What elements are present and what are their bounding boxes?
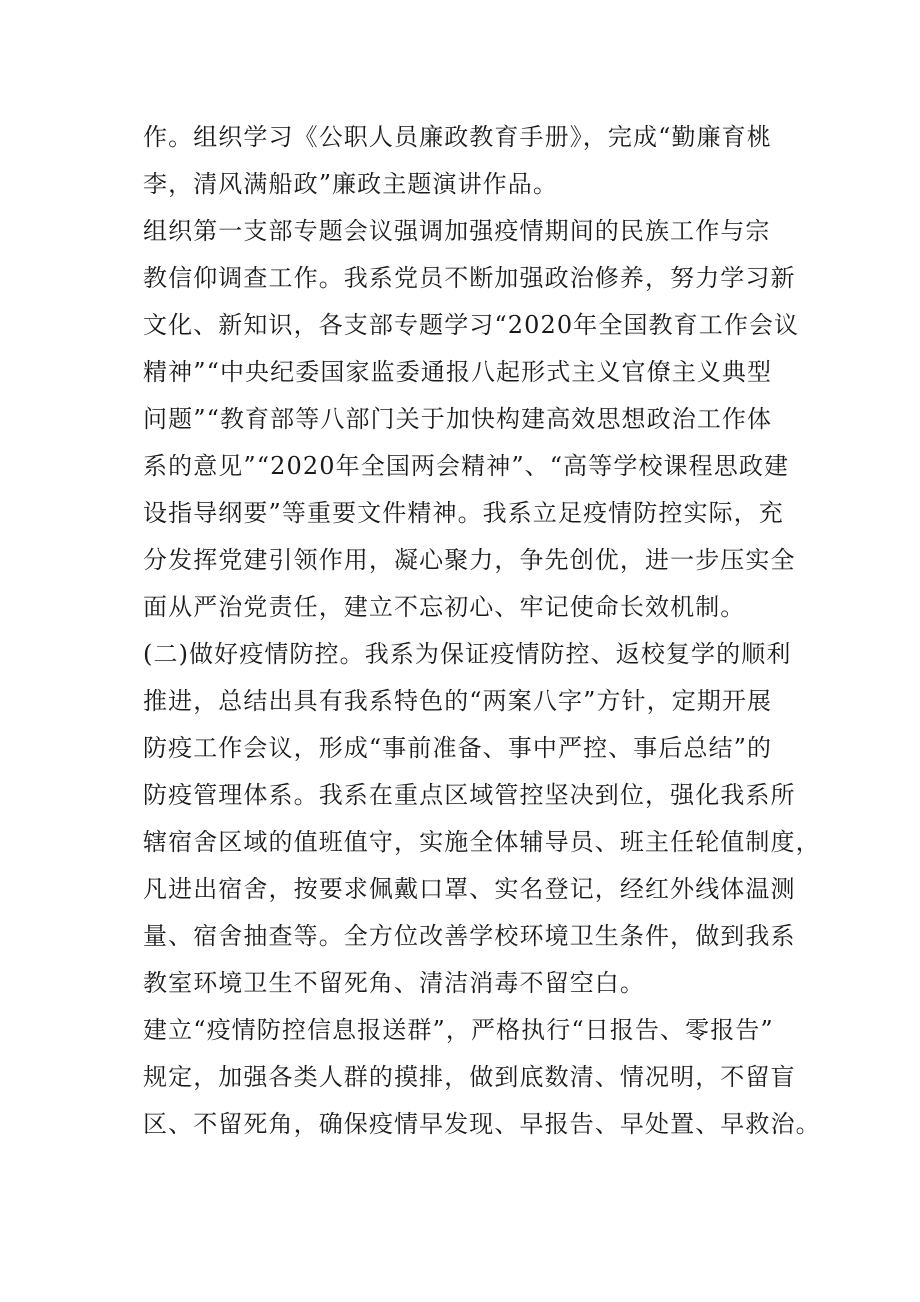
text-line: 问题”“教育部等八部门关于加快构建高效思想政治工作体 bbox=[143, 405, 773, 433]
text-line: 面从严治党责任，建立不忘初心、牢记使命长效机制。 bbox=[143, 593, 746, 621]
text-line: 防疫管理体系。我系在重点区域管控坚决到位，强化我系所 bbox=[143, 781, 796, 809]
text-line: 推进，总结出具有我系特色的“两案八字”方针，定期开展 bbox=[143, 687, 773, 715]
text-line: 系的意见”“2020年全国两会精神”、“高等学校课程思政建 bbox=[143, 452, 790, 480]
text-line: (二)做好疫情防控。我系为保证疫情防控、返校复学的顺利 bbox=[143, 640, 792, 668]
text-line: 辖宿舍区域的值班值守，实施全体辅导员、班主任轮值制度， bbox=[143, 828, 821, 856]
text-line: 建立“疫情防控信息报送群”，严格执行“日报告、零报告” bbox=[143, 1016, 774, 1044]
text-line: 教室环境卫生不留死角、清洁消毒不留空白。 bbox=[143, 969, 645, 997]
text-line: 组织第一支部专题会议强调加强疫情期间的民族工作与宗 bbox=[143, 217, 771, 245]
text-line: 凡进出宿舍，按要求佩戴口罩、实名登记，经红外线体温测 bbox=[143, 875, 796, 903]
text-line: 区、不留死角，确保疫情早发现、早报告、早处置、早救治。 bbox=[143, 1110, 821, 1138]
text-line: 李，清风满船政”廉政主题演讲作品。 bbox=[143, 170, 558, 198]
text-line: 量、宿舍抽查等。全方位改善学校环境卫生条件，做到我系 bbox=[143, 922, 796, 950]
text-line: 精神”“中央纪委国家监委通报八起形式主义官僚主义典型 bbox=[143, 358, 773, 386]
text-line: 规定，加强各类人群的摸排，做到底数清、情况明，不留盲 bbox=[143, 1063, 796, 1091]
text-line: 分发挥党建引领作用，凝心聚力，争先创优，进一步压实全 bbox=[143, 546, 796, 574]
text-line: 作。组织学习《公职人员廉政教育手册》，完成“勤廉育桃 bbox=[143, 123, 772, 151]
text-line: 设指导纲要”等重要文件精神。我系立足疫情防控实际，充 bbox=[143, 499, 784, 527]
text-line: 文化、新知识，各支部专题学习“2020年全国教育工作会议 bbox=[143, 311, 800, 339]
text-line: 防疫工作会议，形成“事前准备、事中严控、事后总结”的 bbox=[143, 734, 773, 762]
text-line: 教信仰调查工作。我系党员不断加强政治修养，努力学习新 bbox=[143, 264, 796, 292]
